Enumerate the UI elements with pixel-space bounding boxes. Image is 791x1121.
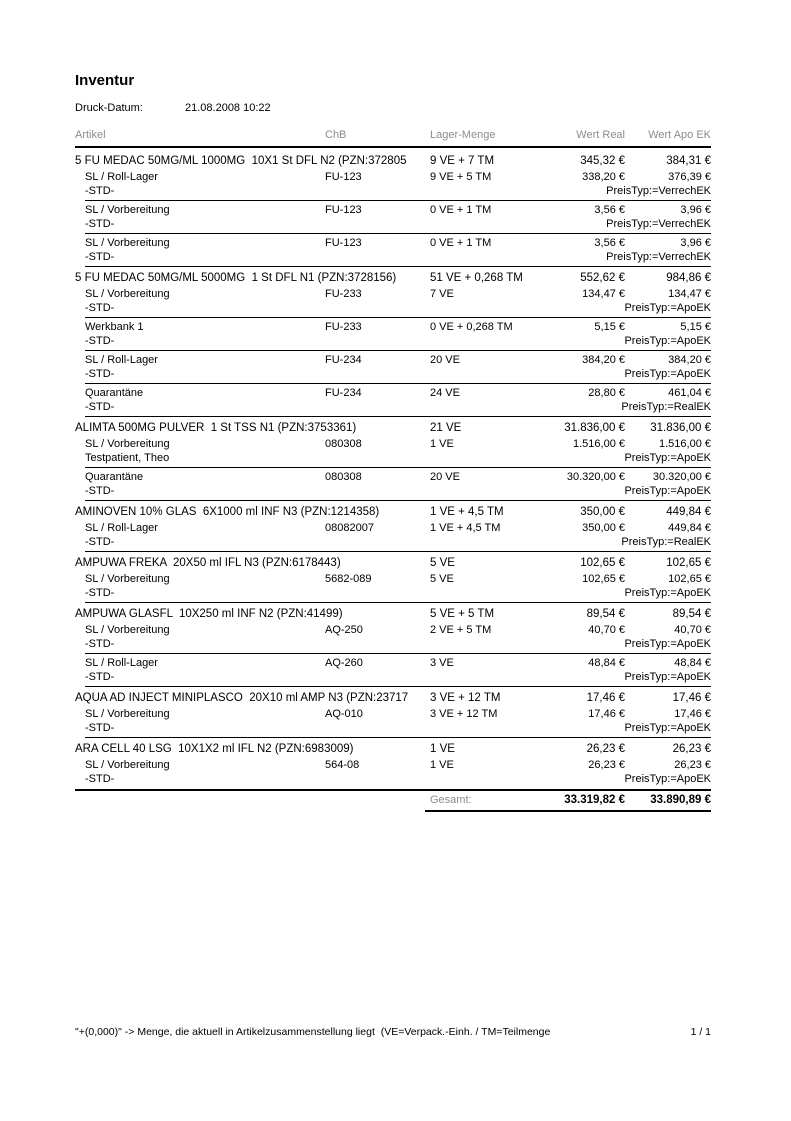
- location-subrow: [75, 217, 711, 231]
- location-row: [75, 353, 711, 367]
- location-lager-menge: 5 VE: [430, 573, 454, 585]
- location-chb: AQ-260: [325, 657, 363, 669]
- total-wert-real: 33.319,82 €: [564, 794, 625, 806]
- article-wert-apo-ek: 31.836,00 €: [650, 422, 711, 434]
- location-row: [75, 521, 711, 535]
- location-chb: FU-234: [325, 354, 362, 366]
- location-wert-real: 338,20 €: [582, 171, 625, 183]
- location-preistyp: PreisTyp:=ApoEK: [624, 302, 711, 314]
- location-wert-real: 134,47 €: [582, 288, 625, 300]
- location-preistyp: PreisTyp:=ApoEK: [624, 773, 711, 785]
- column-header-chb: ChB: [325, 129, 347, 141]
- page-number: 1 / 1: [690, 1026, 711, 1038]
- article-lager-menge: 1 VE: [430, 743, 455, 755]
- article-wert-real: 17,46 €: [586, 692, 625, 704]
- location-separator: [85, 233, 711, 234]
- location-chb: 080308: [325, 438, 362, 450]
- article-lager-menge: 5 VE: [430, 557, 455, 569]
- location-lager-menge: 1 VE + 4,5 TM: [430, 522, 501, 534]
- location-wert-real: 350,00 €: [582, 522, 625, 534]
- location-wert-apo-ek: 384,20 €: [668, 354, 711, 366]
- article-separator: [85, 551, 711, 552]
- article-wert-real: 31.836,00 €: [564, 422, 625, 434]
- location-preistyp: PreisTyp:=RealEK: [621, 401, 711, 413]
- location-subrow: [75, 334, 711, 348]
- article-name: AMPUWA GLASFL 10X250 ml INF N2 (PZN:41499): [75, 608, 343, 620]
- location-preistyp: PreisTyp:=ApoEK: [624, 638, 711, 650]
- location-name: SL / Vorbereitung: [85, 438, 170, 450]
- location-name: SL / Roll-Lager: [85, 354, 158, 366]
- location-wert-apo-ek: 40,70 €: [674, 624, 711, 636]
- location-wert-real: 1.516,00 €: [573, 438, 625, 450]
- location-preistyp: PreisTyp:=ApoEK: [624, 485, 711, 497]
- location-name: SL / Vorbereitung: [85, 288, 170, 300]
- location-sublabel: -STD-: [85, 536, 115, 548]
- location-preistyp: PreisTyp:=ApoEK: [624, 335, 711, 347]
- location-row: [75, 623, 711, 637]
- table-body: [75, 152, 711, 786]
- article-wert-real: 102,65 €: [580, 557, 625, 569]
- article-lager-menge: 51 VE + 0,268 TM: [430, 272, 523, 284]
- page-footer: [75, 1026, 711, 1038]
- table-header: [75, 129, 711, 142]
- print-date-label: Druck-Datum:: [75, 102, 143, 114]
- location-wert-real: 384,20 €: [582, 354, 625, 366]
- article-name: 5 FU MEDAC 50MG/ML 5000MG 1 St DFL N1 (PZN:3728156): [75, 272, 397, 284]
- location-lager-menge: 2 VE + 5 TM: [430, 624, 492, 636]
- article-wert-real: 350,00 €: [580, 506, 625, 518]
- column-header-wert-apo-ek: Wert Apo EK: [648, 129, 711, 141]
- location-wert-apo-ek: 3,96 €: [680, 204, 711, 216]
- article-wert-apo-ek: 984,86 €: [666, 272, 711, 284]
- location-name: Quarantäne: [85, 387, 144, 399]
- total-divider-bottom: [425, 810, 711, 812]
- location-chb: FU-123: [325, 171, 362, 183]
- article-lager-menge: 21 VE: [430, 422, 462, 434]
- location-subrow: [75, 637, 711, 651]
- location-wert-apo-ek: 30.320,00 €: [652, 471, 711, 483]
- print-date-value: 21.08.2008 10:22: [185, 102, 271, 114]
- location-chb: 080308: [325, 471, 362, 483]
- article-separator: [85, 416, 711, 417]
- column-header-lager-menge: Lager-Menge: [430, 129, 496, 141]
- article-lager-menge: 5 VE + 5 TM: [430, 608, 495, 620]
- location-preistyp: PreisTyp:=ApoEK: [624, 671, 711, 683]
- article-separator: [85, 602, 711, 603]
- location-wert-apo-ek: 376,39 €: [668, 171, 711, 183]
- article-separator: [85, 500, 711, 501]
- location-chb: FU-233: [325, 288, 362, 300]
- location-lager-menge: 0 VE + 1 TM: [430, 204, 492, 216]
- location-chb: FU-123: [325, 204, 362, 216]
- location-wert-apo-ek: 134,47 €: [668, 288, 711, 300]
- location-chb: 564-08: [325, 759, 360, 771]
- location-row: [75, 707, 711, 721]
- location-separator: [85, 317, 711, 318]
- location-lager-menge: 7 VE: [430, 288, 454, 300]
- location-sublabel: -STD-: [85, 485, 115, 497]
- location-wert-real: 102,65 €: [582, 573, 625, 585]
- article-wert-real: 552,62 €: [580, 272, 625, 284]
- location-wert-real: 3,56 €: [594, 204, 625, 216]
- location-preistyp: PreisTyp:=ApoEK: [624, 587, 711, 599]
- location-wert-apo-ek: 449,84 €: [668, 522, 711, 534]
- location-lager-menge: 20 VE: [430, 471, 460, 483]
- article-row: [75, 419, 711, 437]
- location-subrow: [75, 586, 711, 600]
- location-row: [75, 287, 711, 301]
- location-wert-apo-ek: 26,23 €: [674, 759, 711, 771]
- location-wert-apo-ek: 5,15 €: [680, 321, 711, 333]
- article-lager-menge: 9 VE + 7 TM: [430, 155, 495, 167]
- article-row: [75, 269, 711, 287]
- location-sublabel: -STD-: [85, 185, 115, 197]
- location-chb: 5682-089: [325, 573, 372, 585]
- location-wert-apo-ek: 461,04 €: [668, 387, 711, 399]
- location-sublabel: -STD-: [85, 302, 115, 314]
- article-wert-apo-ek: 26,23 €: [672, 743, 711, 755]
- location-row: [75, 758, 711, 772]
- article-name: ARA CELL 40 LSG 10X1X2 ml IFL N2 (PZN:6983009): [75, 743, 354, 755]
- location-name: Quarantäne: [85, 471, 144, 483]
- location-wert-apo-ek: 102,65 €: [668, 573, 711, 585]
- location-subrow: [75, 250, 711, 264]
- location-subrow: [75, 772, 711, 786]
- article-row: [75, 740, 711, 758]
- location-name: SL / Vorbereitung: [85, 204, 170, 216]
- location-wert-apo-ek: 1.516,00 €: [659, 438, 711, 450]
- location-preistyp: PreisTyp:=VerrechEK: [606, 218, 711, 230]
- column-header-artikel: Artikel: [75, 129, 106, 141]
- location-lager-menge: 1 VE: [430, 759, 454, 771]
- total-wert-apo-ek: 33.890,89 €: [650, 794, 711, 806]
- print-date-row: [75, 102, 711, 114]
- location-subrow: [75, 721, 711, 735]
- total-row: [75, 791, 711, 810]
- location-separator: [85, 653, 711, 654]
- location-sublabel: -STD-: [85, 671, 115, 683]
- article-wert-apo-ek: 449,84 €: [666, 506, 711, 518]
- article-name: AMPUWA FREKA 20X50 ml IFL N3 (PZN:6178443): [75, 557, 341, 569]
- location-row: [75, 236, 711, 250]
- location-lager-menge: 24 VE: [430, 387, 460, 399]
- location-row: [75, 470, 711, 484]
- location-wert-real: 26,23 €: [588, 759, 625, 771]
- location-name: SL / Vorbereitung: [85, 759, 170, 771]
- location-row: [75, 572, 711, 586]
- location-subrow: [75, 400, 711, 414]
- column-header-wert-real: Wert Real: [576, 129, 625, 141]
- article-name: AMINOVEN 10% GLAS 6X1000 ml INF N3 (PZN:1214358): [75, 506, 380, 518]
- article-wert-apo-ek: 17,46 €: [672, 692, 711, 704]
- article-wert-real: 345,32 €: [580, 155, 625, 167]
- report-content: [75, 72, 711, 812]
- location-wert-real: 17,46 €: [588, 708, 625, 720]
- location-lager-menge: 9 VE + 5 TM: [430, 171, 492, 183]
- location-wert-real: 3,56 €: [594, 237, 625, 249]
- location-wert-real: 30.320,00 €: [566, 471, 625, 483]
- location-chb: 08082007: [325, 522, 374, 534]
- article-row: [75, 689, 711, 707]
- location-name: SL / Roll-Lager: [85, 657, 158, 669]
- article-separator: [85, 737, 711, 738]
- footer-note: "+(0,000)" -> Menge, die aktuell in Artikelzusammenstellung liegt (VE=Verpack.-Einh. / TM=Teilmenge: [75, 1026, 551, 1038]
- location-wert-real: 5,15 €: [594, 321, 625, 333]
- location-sublabel: -STD-: [85, 638, 115, 650]
- location-row: [75, 656, 711, 670]
- location-wert-apo-ek: 48,84 €: [674, 657, 711, 669]
- article-row: [75, 503, 711, 521]
- location-subrow: [75, 535, 711, 549]
- location-lager-menge: 0 VE + 0,268 TM: [430, 321, 513, 333]
- location-name: SL / Vorbereitung: [85, 237, 170, 249]
- location-wert-real: 28,80 €: [588, 387, 625, 399]
- location-chb: FU-233: [325, 321, 362, 333]
- location-chb: AQ-010: [325, 708, 363, 720]
- article-wert-real: 89,54 €: [586, 608, 625, 620]
- location-name: SL / Roll-Lager: [85, 522, 158, 534]
- location-separator: [85, 350, 711, 351]
- location-row: [75, 320, 711, 334]
- location-chb: FU-234: [325, 387, 362, 399]
- article-wert-apo-ek: 102,65 €: [666, 557, 711, 569]
- location-subrow: [75, 301, 711, 315]
- header-divider: [75, 146, 711, 148]
- location-lager-menge: 0 VE + 1 TM: [430, 237, 492, 249]
- article-lager-menge: 3 VE + 12 TM: [430, 692, 501, 704]
- total-label: Gesamt:: [430, 794, 472, 806]
- location-preistyp: PreisTyp:=ApoEK: [624, 722, 711, 734]
- article-row: [75, 605, 711, 623]
- location-subrow: [75, 451, 711, 465]
- location-name: SL / Vorbereitung: [85, 708, 170, 720]
- location-chb: AQ-250: [325, 624, 363, 636]
- location-row: [75, 203, 711, 217]
- article-separator: [85, 266, 711, 267]
- location-subrow: [75, 670, 711, 684]
- location-wert-apo-ek: 17,46 €: [674, 708, 711, 720]
- location-row: [75, 386, 711, 400]
- location-preistyp: PreisTyp:=RealEK: [621, 536, 711, 548]
- location-name: SL / Vorbereitung: [85, 573, 170, 585]
- article-name: ALIMTA 500MG PULVER 1 St TSS N1 (PZN:3753361): [75, 422, 357, 434]
- article-wert-apo-ek: 89,54 €: [672, 608, 711, 620]
- location-lager-menge: 3 VE + 12 TM: [430, 708, 498, 720]
- article-lager-menge: 1 VE + 4,5 TM: [430, 506, 504, 518]
- location-sublabel: -STD-: [85, 773, 115, 785]
- location-separator: [85, 383, 711, 384]
- location-row: [75, 170, 711, 184]
- article-wert-real: 26,23 €: [586, 743, 625, 755]
- article-name: 5 FU MEDAC 50MG/ML 1000MG 10X1 St DFL N2 (PZN:372805: [75, 155, 407, 167]
- location-sublabel: Testpatient, Theo: [85, 452, 170, 464]
- article-name: AQUA AD INJECT MINIPLASCO 20X10 ml AMP N3 (PZN:23717: [75, 692, 409, 704]
- location-separator: [85, 467, 711, 468]
- location-sublabel: -STD-: [85, 587, 115, 599]
- location-name: Werkbank 1: [85, 321, 144, 333]
- location-sublabel: -STD-: [85, 401, 115, 413]
- location-wert-apo-ek: 3,96 €: [680, 237, 711, 249]
- location-separator: [85, 200, 711, 201]
- location-preistyp: PreisTyp:=VerrechEK: [606, 185, 711, 197]
- article-separator: [85, 686, 711, 687]
- article-row: [75, 554, 711, 572]
- location-sublabel: -STD-: [85, 368, 115, 380]
- location-sublabel: -STD-: [85, 335, 115, 347]
- location-row: [75, 437, 711, 451]
- article-wert-apo-ek: 384,31 €: [666, 155, 711, 167]
- page-title: Inventur: [75, 72, 135, 89]
- location-name: SL / Vorbereitung: [85, 624, 170, 636]
- location-subrow: [75, 484, 711, 498]
- location-name: SL / Roll-Lager: [85, 171, 158, 183]
- location-lager-menge: 1 VE: [430, 438, 454, 450]
- location-chb: FU-123: [325, 237, 362, 249]
- location-wert-real: 48,84 €: [588, 657, 625, 669]
- location-preistyp: PreisTyp:=ApoEK: [624, 368, 711, 380]
- location-lager-menge: 20 VE: [430, 354, 460, 366]
- location-preistyp: PreisTyp:=ApoEK: [624, 452, 711, 464]
- location-sublabel: -STD-: [85, 251, 115, 263]
- location-lager-menge: 3 VE: [430, 657, 454, 669]
- location-preistyp: PreisTyp:=VerrechEK: [606, 251, 711, 263]
- article-row: [75, 152, 711, 170]
- location-sublabel: -STD-: [85, 722, 115, 734]
- location-subrow: [75, 184, 711, 198]
- location-subrow: [75, 367, 711, 381]
- location-sublabel: -STD-: [85, 218, 115, 230]
- location-wert-real: 40,70 €: [588, 624, 625, 636]
